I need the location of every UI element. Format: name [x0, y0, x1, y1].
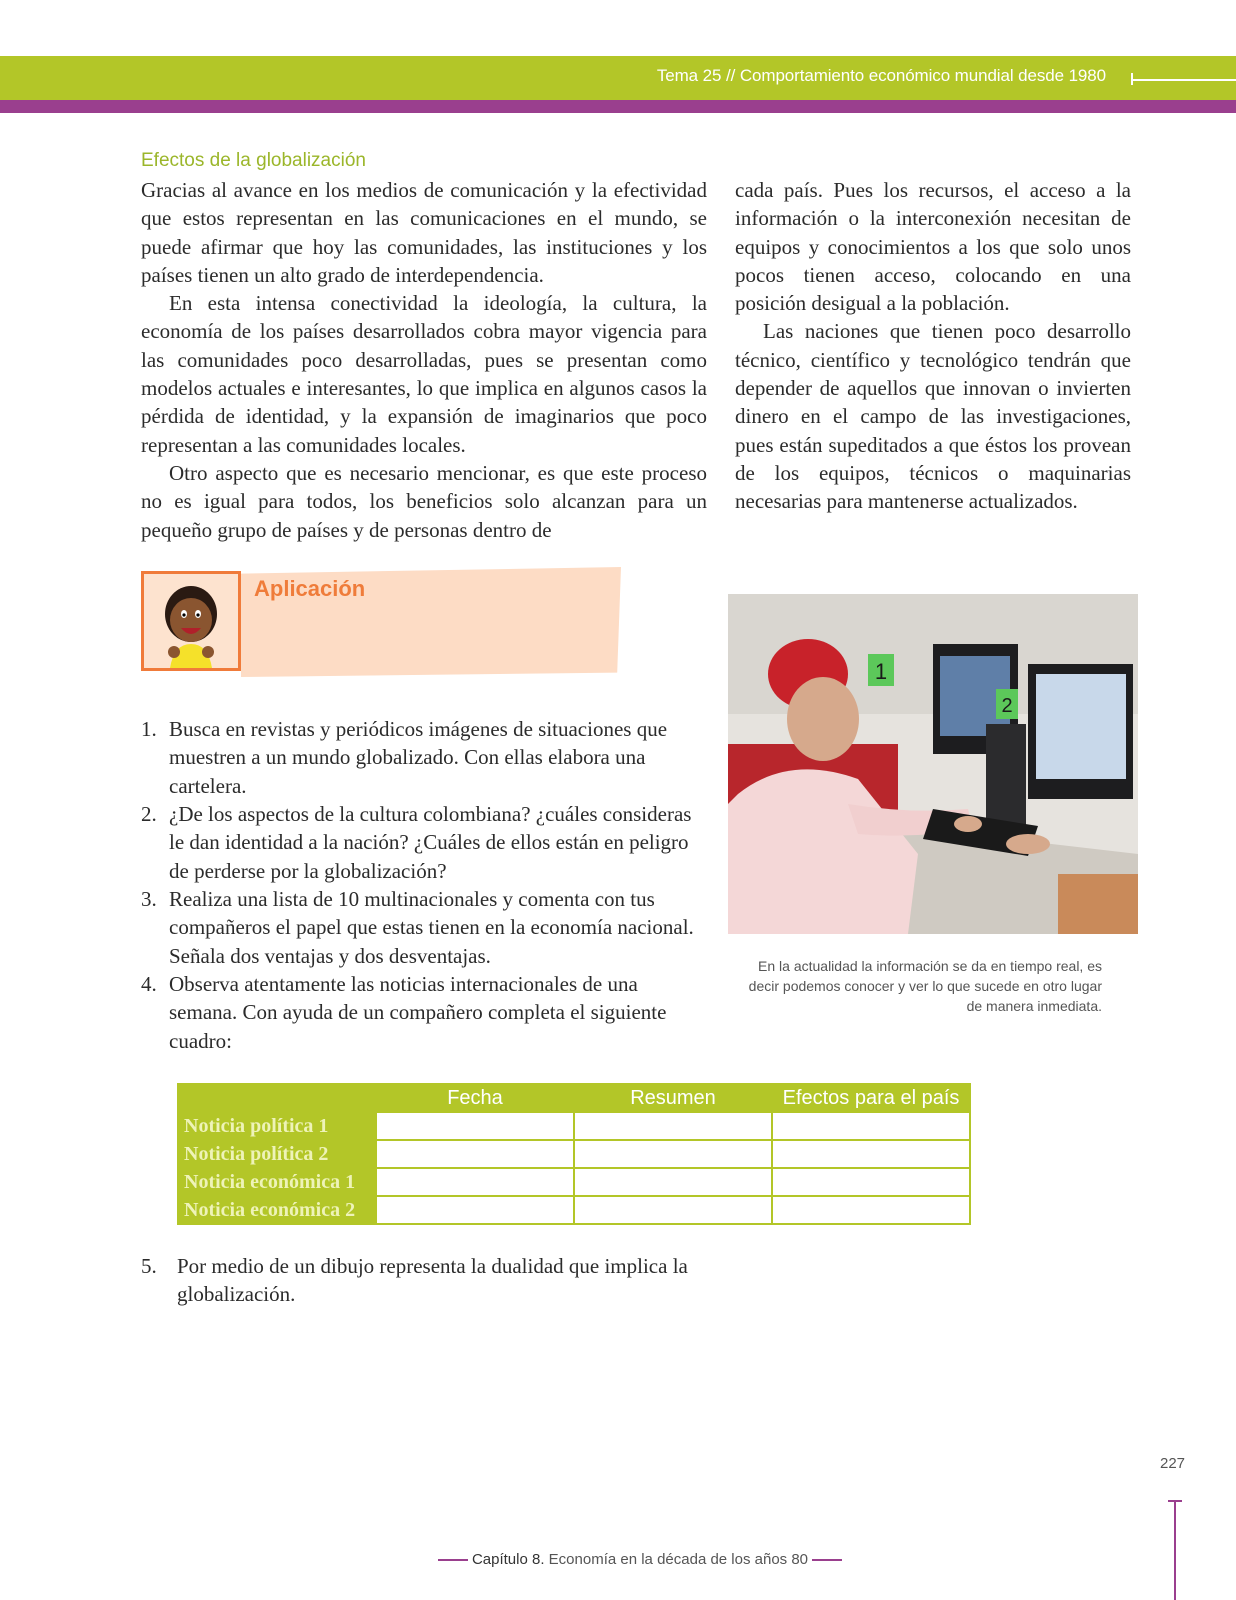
paragraph: Gracias al avance en los medios de comunicación y la efectividad que estos representan en las comunicaciones en el mundo, se puede afirmar que hoy las comunidades, las instituciones y los países tienen un alto grado de interdependencia.	[141, 178, 707, 287]
item-number: 1.	[141, 717, 157, 741]
boy-mascot-icon	[144, 574, 238, 668]
item-number: 3.	[141, 887, 157, 911]
left-column	[141, 176, 707, 544]
row-header: Noticia política 1	[178, 1112, 376, 1140]
header-rule	[1132, 79, 1236, 81]
table-cell[interactable]	[574, 1112, 772, 1140]
page-number: 227	[1160, 1455, 1186, 1472]
item-text: Realiza una lista de 10 multinacionales y comenta con tus compañeros el papel que estas tienen en la economía nacional. Señala dos ventajas y dos desventajas.	[169, 887, 694, 968]
chapter-title: Economía en la década de los años 80	[548, 1551, 809, 1568]
list-item	[141, 800, 706, 885]
table-cell[interactable]	[772, 1112, 970, 1140]
page-rule	[1174, 1500, 1176, 1600]
paragraph: En esta intensa conectividad la ideología, la cultura, la economía de los países desarrollados cobra mayor vigencia para las comunidades poco desarrolladas, pues se presentan como modelos actuales e interesantes, lo que implica en algunos casos la pérdida de identidad, y la expansión de imaginarios que poco representan a las comunidades locales.	[141, 291, 707, 457]
table-row	[178, 1140, 970, 1168]
paragraph: cada país. Pues los recursos, el acceso a la información o la interconexión necesitan de equipos y conocimientos a los que solo unos pocos tienen acceso, colocando en una posición desigual a la población.	[735, 178, 1131, 316]
table-cell[interactable]	[772, 1140, 970, 1168]
aplicacion-mascot-frame	[141, 571, 241, 671]
table-cell[interactable]	[574, 1140, 772, 1168]
column-header: Efectos para el país	[772, 1084, 970, 1112]
table-cell[interactable]	[376, 1112, 574, 1140]
table-cell[interactable]	[376, 1168, 574, 1196]
monitor-label-1: 1	[874, 659, 888, 684]
list-item	[141, 885, 706, 970]
item-text: ¿De los aspectos de la cultura colombiana? ¿cuáles consideras le dan identidad a la nación? ¿Cuáles de ellos están en peligro de perderse por la globalización?	[169, 802, 692, 883]
list-item	[141, 1252, 701, 1309]
section-title: Efectos de la globalización	[141, 150, 366, 171]
list-item	[141, 715, 706, 800]
row-header: Noticia económica 2	[178, 1196, 376, 1224]
monitor-label-2: 2	[1001, 695, 1013, 717]
photo-caption: En la actualidad la información se da en tiempo real, es decir podemos conocer y ver lo que sucede en otro lugar de manera inmediata.	[748, 958, 1102, 1014]
table-cell[interactable]	[574, 1196, 772, 1224]
news-table	[177, 1083, 971, 1225]
list-item	[141, 970, 706, 1055]
header-title: Tema 25 // Comportamiento económico mundial desde 1980	[656, 66, 1106, 85]
item-number: 2.	[141, 802, 157, 826]
item-text: Busca en revistas y periódicos imágenes de situaciones que muestren a un mundo globalizado. Con ellas elabora una cartelera.	[169, 717, 668, 798]
table-cell[interactable]	[772, 1168, 970, 1196]
paragraph: Las naciones que tienen poco desarrollo técnico, científico y tecnológico tendrán que depender de aquellos que innovan o invierten dinero en el campo de las investigaciones, pues están supeditados a que éstos los provean de los equipos, técnicos o maquinarias necesarias para mantenerse actualizados.	[735, 319, 1131, 514]
column-header: Fecha	[376, 1084, 574, 1112]
row-header: Noticia económica 1	[178, 1168, 376, 1196]
row-header: Noticia política 2	[178, 1140, 376, 1168]
item-number: 4.	[141, 972, 157, 996]
table-corner	[178, 1084, 376, 1112]
photo-computer-lab	[728, 594, 1138, 934]
item-number: 5.	[141, 1254, 157, 1278]
header-stripe	[0, 100, 1236, 113]
table-cell[interactable]	[772, 1196, 970, 1224]
table-row	[178, 1196, 970, 1224]
item-text: Observa atentamente las noticias internacionales de una semana. Con ayuda de un compañero completa el siguiente cuadro:	[169, 972, 667, 1053]
footer-rule-left	[438, 1559, 468, 1561]
table-cell[interactable]	[574, 1168, 772, 1196]
right-column	[735, 176, 1131, 516]
chapter-label: Capítulo 8.	[471, 1551, 545, 1568]
footer-rule-right	[812, 1559, 842, 1561]
aplicacion-title: Aplicación	[254, 576, 366, 601]
paragraph: Otro aspecto que es necesario mencionar, es que este proceso no es igual para todos, los beneficios solo alcanzan para un pequeño grupo de países y de personas dentro de	[141, 460, 707, 542]
table-row	[178, 1112, 970, 1140]
table-cell[interactable]	[376, 1196, 574, 1224]
table-cell[interactable]	[376, 1140, 574, 1168]
table-header-row	[178, 1084, 970, 1112]
table-row	[178, 1168, 970, 1196]
item-text: Por medio de un dibujo representa la dualidad que implica la globalización.	[177, 1254, 688, 1307]
column-header: Resumen	[574, 1084, 772, 1112]
footer	[420, 1551, 860, 1568]
